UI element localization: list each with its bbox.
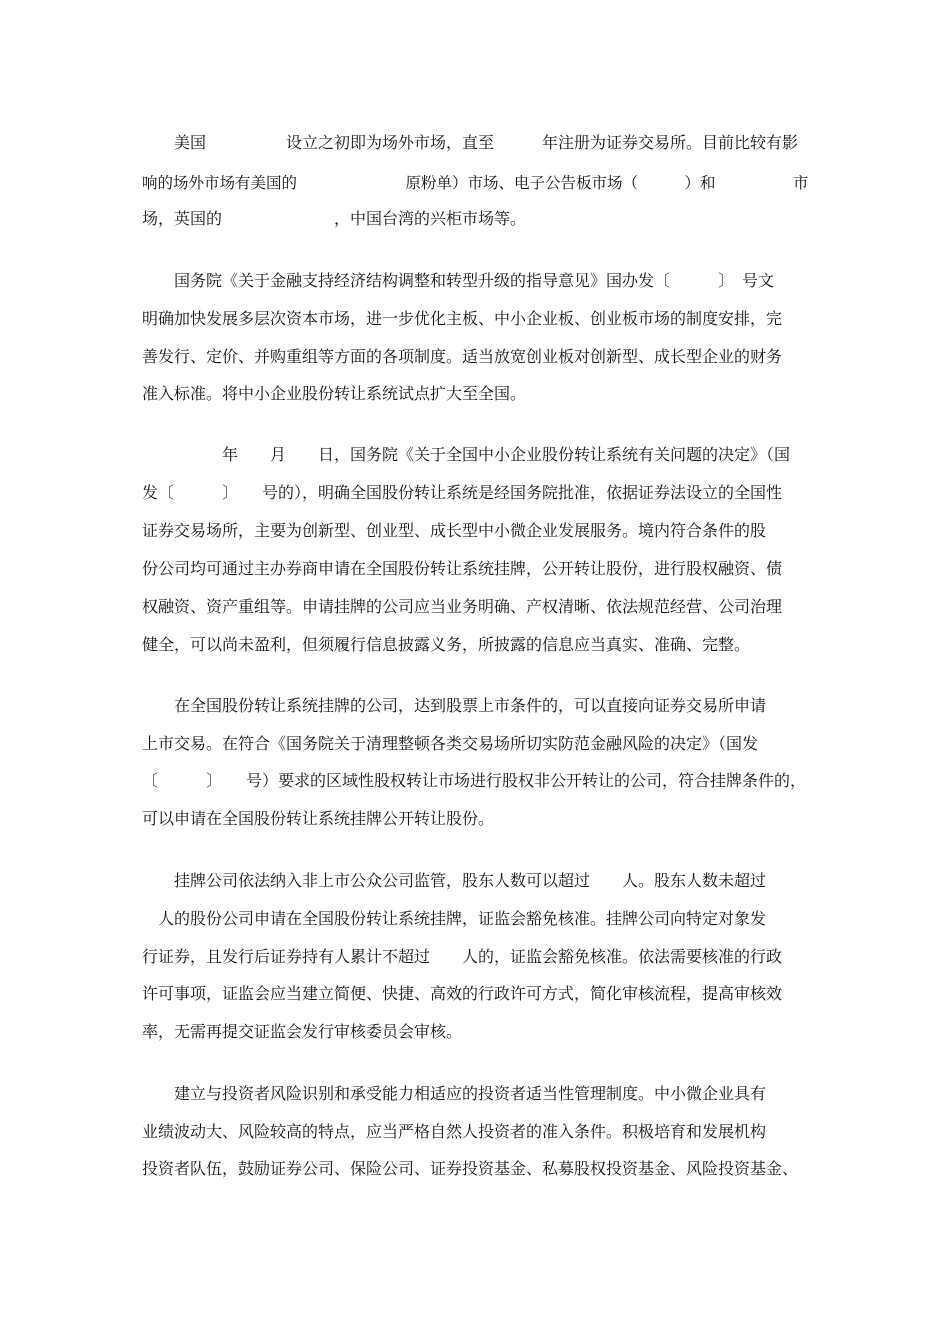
text-line: 明确加快发展多层次资本市场，进一步优化主板、中小企业板、创业板市场的制度安排，完 bbox=[142, 309, 783, 328]
text-line: 场，英国的 ，中国台湾的兴柜市场等。 bbox=[142, 209, 527, 228]
text-line: 美国 设立之初即为场外市场，直至 年注册为证券交易所。目前比较有影 bbox=[142, 133, 799, 152]
text-line: 建立与投资者风险识别和承受能力相适应的投资者适当性管理制度。中小微企业具有 bbox=[142, 1084, 767, 1103]
text-line: 可以申请在全国股份转让系统挂牌公开转让股份。 bbox=[142, 809, 495, 828]
text-line: 准入标准。将中小企业股份转让系统试点扩大至全国。 bbox=[142, 384, 527, 403]
text-line: 行证券，且发行后证券持有人累计不超过 人的，证监会豁免核准。依法需要核准的行政 bbox=[142, 947, 783, 966]
text-line: 率，无需再提交证监会发行审核委员会审核。 bbox=[142, 1022, 463, 1041]
text-line: 善发行、定价、并购重组等方面的各项制度。适当放宽创业板对创新型、成长型企业的财务 bbox=[142, 347, 783, 366]
text-line: 在全国股份转让系统挂牌的公司，达到股票上市条件的，可以直接向证券交易所申请 bbox=[142, 696, 767, 715]
text-line: 响的场外市场有美国的 原粉单）市场、电子公告板市场（ ）和 市 bbox=[142, 174, 809, 192]
text-line: 权融资、资产重组等。申请挂牌的公司应当业务明确、产权清晰、依法规范经营、公司治理 bbox=[142, 597, 783, 616]
text-line: 许可事项，证监会应当建立简便、快捷、高效的行政许可方式，简化审核流程，提高审核效 bbox=[142, 984, 783, 1003]
text-line: 人的股份公司申请在全国股份转让系统挂牌，证监会豁免核准。挂牌公司向特定对象发 bbox=[142, 909, 767, 928]
text-line: 份公司均可通过主办券商申请在全国股份转让系统挂牌，公开转让股份，进行股权融资、债 bbox=[142, 559, 783, 578]
text-line: 国务院《关于金融支持经济结构调整和转型升级的指导意见》国办发〔 〕 号文 bbox=[142, 271, 775, 290]
text-line: 证券交易场所，主要为创新型、创业型、成长型中小微企业发展服务。境内符合条件的股 bbox=[142, 521, 767, 540]
text-line: 投资者队伍，鼓励证券公司、保险公司、证券投资基金、私募股权投资基金、风险投资基金、 bbox=[142, 1159, 799, 1178]
text-line: 〔 〕 号）要求的区域性股权转让市场进行股权非公开转让的公司，符合挂牌条件的， bbox=[142, 771, 807, 790]
text-line: 上市交易。在符合《国务院关于清理整顿各类交易场所切实防范金融风险的决定》（国发 bbox=[142, 734, 759, 753]
text-line: 健全，可以尚未盈利，但须履行信息披露义务，所披露的信息应当真实、准确、完整。 bbox=[142, 635, 751, 654]
text-line: 挂牌公司依法纳入非上市公众公司监管，股东人数可以超过 人。股东人数未超过 bbox=[142, 871, 767, 890]
text-line: 发〔 〕 号的），明确全国股份转让系统是经国务院批准，依据证券法设立的全国性 bbox=[142, 483, 783, 502]
text-line: 业绩波动大、风险较高的特点，应当严格自然人投资者的准入条件。积极培育和发展机构 bbox=[142, 1122, 767, 1141]
text-line: 年 月 日，国务院《关于全国中小企业股份转让系统有关问题的决定》（国 bbox=[142, 445, 791, 464]
